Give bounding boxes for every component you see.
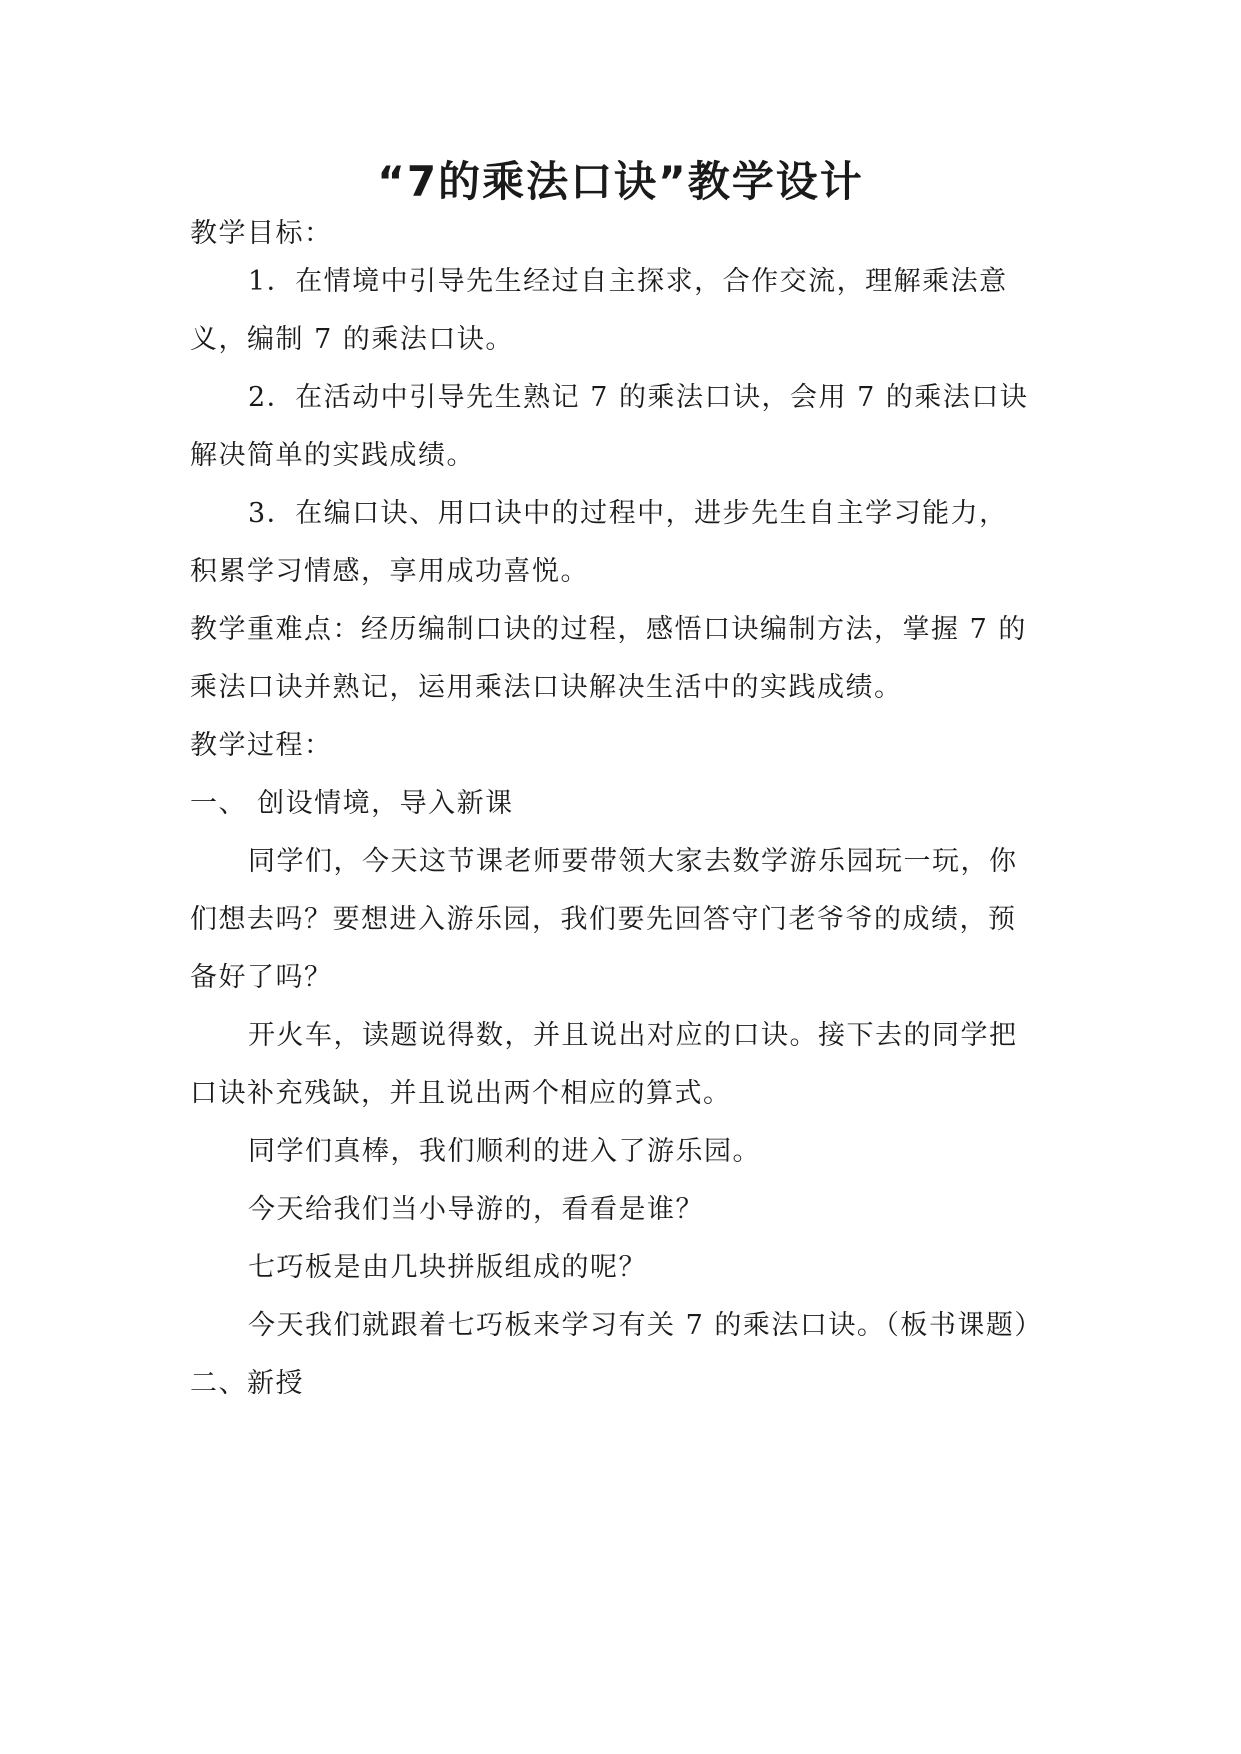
section-heading-process: 教学过程： (190, 730, 333, 761)
paragraph-2-line-1: 开火车，读题说得数，并且说出对应的口诀。接下去的同学把 (248, 1020, 1018, 1051)
paragraph-5: 七巧板是由几块拼版组成的呢？ (248, 1252, 647, 1283)
page-title: “7的乘法口诀”教学设计 (377, 157, 864, 206)
step-1-heading: 一、 创设情境，导入新课 (190, 788, 514, 819)
section-heading-objectives: 教学目标： (190, 218, 333, 249)
paragraph-1-line-1: 同学们，今天这节课老师要带领大家去数学游乐园玩一玩，你 (248, 846, 1018, 877)
paragraph-6: 今天我们就跟着七巧板来学习有关 7 的乘法口诀。（板书课题） (248, 1310, 1043, 1341)
objective-1-line-2: 义，编制 7 的乘法口诀。 (190, 324, 514, 355)
step-2-heading: 二、新授 (190, 1368, 304, 1399)
paragraph-4: 今天给我们当小导游的，看看是谁？ (248, 1194, 704, 1225)
paragraph-3: 同学们真棒，我们顺利的进入了游乐园。 (248, 1136, 761, 1167)
key-points-line-1: 教学重难点：经历编制口诀的过程，感悟口诀编制方法，掌握 7 的 (190, 614, 1027, 645)
paragraph-1-line-2: 们想去吗？要想进入游乐园，我们要先回答守门老爷爷的成绩，预 (190, 904, 1017, 935)
objective-2-line-1: 2．在活动中引导先生熟记 7 的乘法口诀，会用 7 的乘法口诀 (248, 382, 1029, 413)
paragraph-1-line-3: 备好了吗？ (190, 962, 333, 993)
objective-3-line-2: 积累学习情感，享用成功喜悦。 (190, 556, 589, 587)
objective-2-line-2: 解决简单的实践成绩。 (190, 440, 475, 471)
objective-1-line-1: 1．在情境中引导先生经过自主探求，合作交流，理解乘法意 (248, 266, 1008, 297)
objective-3-line-1: 3．在编口诀、用口诀中的过程中，进步先生自主学习能力， (248, 498, 1008, 529)
key-points-line-2: 乘法口诀并熟记，运用乘法口诀解决生活中的实践成绩。 (190, 672, 903, 703)
paragraph-2-line-2: 口诀补充残缺，并且说出两个相应的算式。 (190, 1078, 732, 1109)
